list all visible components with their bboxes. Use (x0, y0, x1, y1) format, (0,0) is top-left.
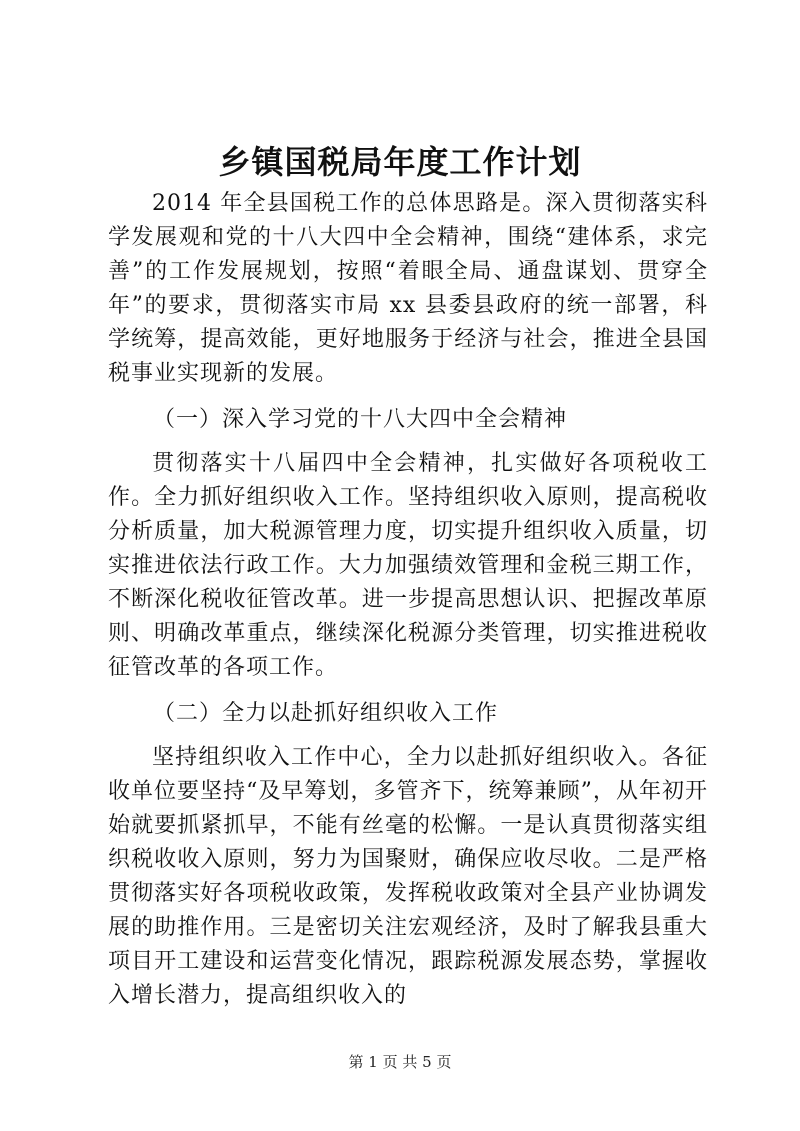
document-title: 乡镇国税局年度工作计划 (218, 143, 582, 181)
document-body (108, 187, 708, 1013)
section-heading: （一）深入学习党的十八大四中全会精神 (153, 407, 568, 432)
body-paragraph: 坚持组织收入工作中心，全力以赴抓好组织收入。各征收单位要坚持“及早筹划，多管齐下，统筹兼顾”，从年初开始就要抓紧抓早，不能有丝毫的松懈。一是认真贯彻落实组织税收收入原则，努力为国聚财，确保应收尽收。二是严格贯彻落实好各项税收政策，发挥税收政策对全县产业协调发展的助推作用。三是密切关注宏观经济，及时了解我县重大项目开工建设和运营变化情况，跟踪税源发展态势，掌握收入增长潜力，提高组织收入的 (108, 745, 708, 1008)
body-paragraph: 贯彻落实十八届四中全会精神，扎实做好各项税收工作。全力抓好组织收入工作。坚持组织收入原则，提高税收分析质量，加大税源管理力度，切实提升组织收入质量，切实推进依法行政工作。大力加强绩效管理和金税三期工作，不断深化税收征管改革。进一步提高思想认识、把握改革原则、明确改革重点，继续深化税源分类管理，切实推进税收征管改革的各项工作。 (108, 451, 708, 680)
section-heading: （二）全力以赴抓好组织收入工作 (153, 701, 499, 726)
page-footer: 第 1 页 共 5 页 (348, 1053, 452, 1071)
body-paragraph: 2014 年全县国税工作的总体思路是。深入贯彻落实科学发展观和党的十八大四中全会精神，围绕“建体系，求完善”的工作发展规划，按照“着眼全局、通盘谋划、贯穿全年”的要求，贯彻落实市局 xx 县委县政府的统一部署，科学统筹，提高效能，更好地服务于经济与社会，推进全县国税事业实现新的发展。 (108, 191, 708, 386)
